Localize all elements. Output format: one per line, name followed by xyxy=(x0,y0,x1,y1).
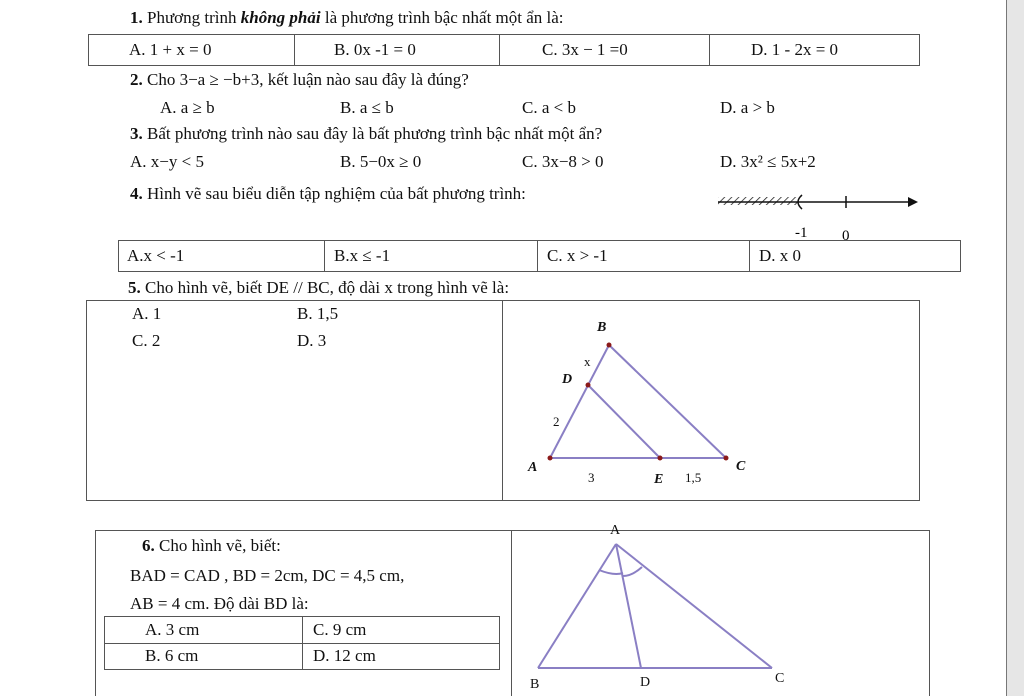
angle-arc-bad xyxy=(599,570,623,574)
segment-label-1-5: 1,5 xyxy=(685,470,702,485)
q5-option-b[interactable]: B. 1,5 xyxy=(297,304,339,323)
q4-option-b[interactable]: B.x ≤ -1 xyxy=(334,246,391,265)
question-3-number: 3. xyxy=(130,124,143,143)
segment-label-2: 2 xyxy=(553,414,560,429)
q3-option-d[interactable]: D. 3x² ≤ 5x+2 xyxy=(720,152,816,171)
angle-arc-cad xyxy=(623,567,642,576)
q1-option-d[interactable]: D. 1 - 2x = 0 xyxy=(751,40,839,59)
segment-bc xyxy=(609,345,726,458)
label-d-q6: D xyxy=(640,675,651,690)
q1-option-b[interactable]: B. 0x -1 = 0 xyxy=(334,40,416,59)
question-1 xyxy=(130,8,564,28)
question-6-number: 6. xyxy=(142,536,155,555)
page-edge-gutter xyxy=(1007,0,1024,696)
number-line-label-minus-1: -1 xyxy=(795,225,808,241)
q2-option-d[interactable]: D. a > b xyxy=(720,98,775,117)
point-a xyxy=(548,456,553,461)
q5-option-c[interactable]: C. 2 xyxy=(132,331,161,350)
q1-option-a[interactable]: A. 1 + x = 0 xyxy=(129,40,212,59)
q6-option-d[interactable]: D. 12 cm xyxy=(313,646,376,665)
label-c-q6: C xyxy=(775,671,785,686)
label-a-q6: A xyxy=(610,523,621,538)
q2-option-a[interactable]: A. a ≥ b xyxy=(160,98,215,117)
question-1-options-table xyxy=(88,34,920,66)
question-6-line-3: AB = 4 cm. Độ dài BD là: xyxy=(130,594,309,613)
question-1-number: 1. xyxy=(130,8,143,27)
question-6 xyxy=(142,536,281,556)
q5-option-d[interactable]: D. 3 xyxy=(297,331,327,350)
point-e xyxy=(658,456,663,461)
point-c xyxy=(724,456,729,461)
question-5-number: 5. xyxy=(128,278,141,297)
segment-ad xyxy=(616,544,641,668)
segment-de xyxy=(588,385,660,458)
question-2 xyxy=(130,70,469,90)
number-line-hatch xyxy=(718,197,798,205)
number-line-arrow-icon xyxy=(908,197,918,207)
label-d: D xyxy=(562,372,573,387)
q3-option-c[interactable]: C. 3x−8 > 0 xyxy=(522,152,604,171)
question-5 xyxy=(128,278,509,298)
point-b xyxy=(607,343,612,348)
question-4-options-table xyxy=(118,240,961,272)
label-a: A xyxy=(528,460,538,475)
q6-option-b[interactable]: B. 6 cm xyxy=(145,646,199,665)
label-e: E xyxy=(654,472,664,487)
question-6-text: Cho hình vẽ, biết: xyxy=(154,536,281,555)
question-1-text-a: Phương trình xyxy=(142,8,241,27)
segment-label-x: x xyxy=(584,354,591,369)
question-4-text: Hình vẽ sau biểu diễn tập nghiệm của bất phương trình: xyxy=(142,184,526,203)
question-2-number: 2. xyxy=(130,70,143,89)
point-d xyxy=(586,383,591,388)
question-4-number: 4. xyxy=(130,184,143,203)
question-4 xyxy=(130,184,526,204)
q6-option-c[interactable]: C. 9 cm xyxy=(313,620,367,639)
question-3-text: Bất phương trình nào sau đây là bất phương trình bậc nhất một ẩn? xyxy=(142,124,603,143)
question-2-text: Cho 3−a ≥ −b+3, kết luận nào sau đây là đúng? xyxy=(142,70,469,89)
number-line-figure xyxy=(712,188,926,242)
question-6-line-2: BAD = CAD , BD = 2cm, DC = 4,5 cm, xyxy=(130,566,405,585)
question-5-text: Cho hình vẽ, biết DE // BC, độ dài x trong hình vẽ là: xyxy=(140,278,510,297)
question-3 xyxy=(130,124,602,144)
q4-option-d[interactable]: D. x 0 xyxy=(759,246,802,265)
q2-option-b[interactable]: B. a ≤ b xyxy=(340,98,394,117)
segment-ba xyxy=(550,345,609,458)
question-6-options-table xyxy=(104,616,500,670)
q3-option-a[interactable]: A. x−y < 5 xyxy=(130,152,204,171)
label-b-q6: B xyxy=(530,677,540,692)
question-1-text-b: là phương trình bậc nhất một ẩn là: xyxy=(320,8,564,27)
segment-ac xyxy=(616,544,772,668)
q3-option-b[interactable]: B. 5−0x ≥ 0 xyxy=(340,152,422,171)
segment-label-3: 3 xyxy=(588,470,595,485)
segment-ab xyxy=(538,544,616,668)
label-b: B xyxy=(597,320,607,335)
number-line-label-0: 0 xyxy=(842,228,850,242)
q1-option-c[interactable]: C. 3x − 1 =0 xyxy=(542,40,628,59)
triangle-figure-q6 xyxy=(520,518,810,696)
question-5-table xyxy=(86,300,920,501)
q2-option-c[interactable]: C. a < b xyxy=(522,98,576,117)
triangle-figure-q5 xyxy=(520,310,760,495)
label-c: C xyxy=(736,459,746,474)
q5-option-a[interactable]: A. 1 xyxy=(132,304,162,323)
q4-option-a[interactable]: A.x < -1 xyxy=(127,246,185,265)
q6-option-a[interactable]: A. 3 cm xyxy=(145,620,200,639)
q4-option-c[interactable]: C. x > -1 xyxy=(547,246,608,265)
question-1-emphasis: không phải xyxy=(240,8,321,27)
